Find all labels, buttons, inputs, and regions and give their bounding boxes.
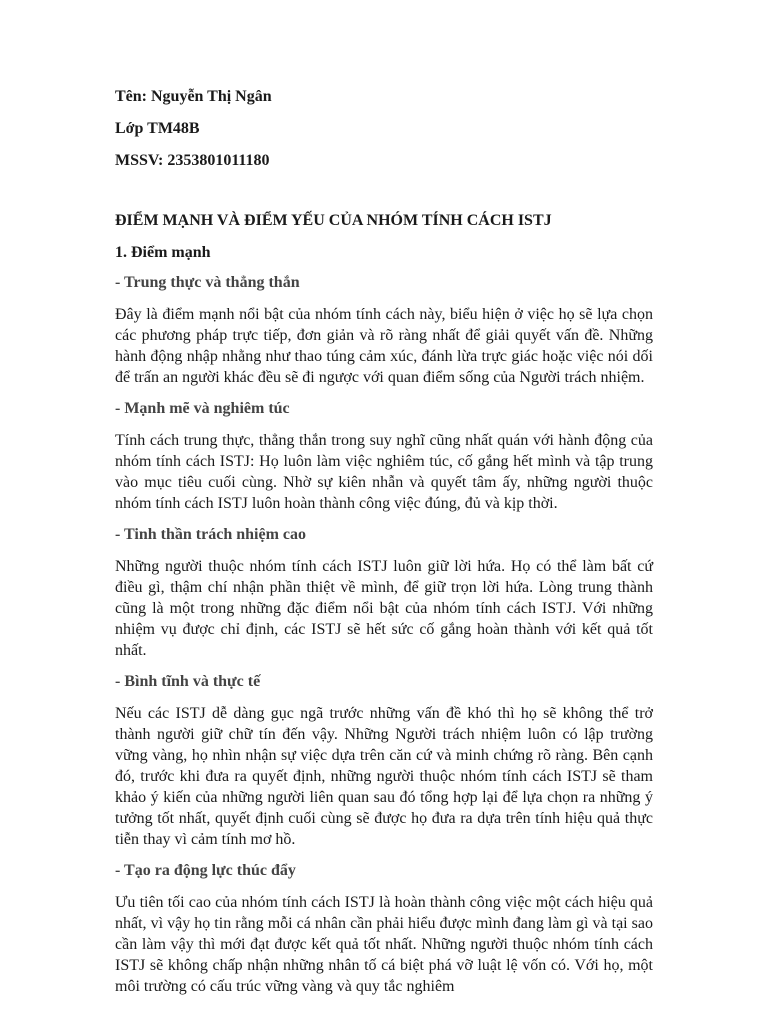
student-id: MSSV: 2353801011180 — [115, 152, 270, 169]
strength-title-1: - Trung thực và thẳng thắn — [115, 274, 300, 291]
strength-title-3: - Tinh thần trách nhiệm cao — [115, 526, 306, 543]
strength-paragraph-3: Những người thuộc nhóm tính cách ISTJ luôn giữ lời hứa. Họ có thể làm bất cứ điều gì, thậm chí nhận phần thiệt về mình, để giữ trọn lời hứa. Lòng trung thành cũng là một trong những đặc điểm nổi bật của nhóm tính cách ISTJ. Với những nhiệm vụ được chỉ định, các ISTJ sẽ hết sức cố gắng hoàn thành với kết quả tốt nhất. — [115, 558, 653, 659]
student-name: Tên: Nguyễn Thị Ngân — [115, 88, 272, 105]
strength-paragraph-2: Tính cách trung thực, thẳng thắn trong suy nghĩ cũng nhất quán với hành động của nhóm tính cách ISTJ: Họ luôn làm việc nghiêm túc, cố gắng hết mình và tập trung vào mục tiêu cuối cùng. Nhờ sự kiên nhẫn và quyết tâm ấy, những người thuộc nhóm tính cách ISTJ luôn hoàn thành công việc đúng, đủ và kịp thời. — [115, 432, 653, 512]
strength-title-2: - Mạnh mẽ và nghiêm túc — [115, 400, 290, 417]
strength-paragraph-4: Nếu các ISTJ dễ dàng gục ngã trước những vấn đề khó thì họ sẽ không thể trở thành người giữ chữ tín đến vậy. Những Người trách nhiệm luôn có lập trường vững vàng, họ nhìn nhận sự việc dựa trên căn cứ và minh chứng rõ ràng. Bên cạnh đó, trước khi đưa ra quyết định, những người thuộc nhóm tính cách ISTJ sẽ tham khảo ý kiến của những người liên quan sau đó tổng hợp lại để lựa chọn ra những ý tưởng tốt nhất, quyết định cuối cùng sẽ được họ đưa ra dựa trên tính hiệu quả thực tiễn thay vì cảm tính mơ hồ. — [115, 705, 653, 848]
student-class: Lớp TM48B — [115, 120, 200, 137]
strength-paragraph-1: Đây là điểm mạnh nổi bật của nhóm tính cách này, biểu hiện ở việc họ sẽ lựa chọn các phương pháp trực tiếp, đơn giản và rõ ràng nhất để giải quyết vấn đề. Những hành động nhập nhằng như thao túng cảm xúc, đánh lừa trực giác hoặc việc nói dối để trấn an người khác đều sẽ đi ngược với quan điểm sống của Người trách nhiệm. — [115, 306, 653, 386]
section-heading-strengths: 1. Điểm mạnh — [115, 244, 211, 261]
strength-title-4: - Bình tĩnh và thực tế — [115, 673, 261, 690]
document-title: ĐIỂM MẠNH VÀ ĐIỂM YẾU CỦA NHÓM TÍNH CÁCH ISTJ — [115, 212, 552, 229]
strength-title-5: - Tạo ra động lực thúc đẩy — [115, 862, 296, 879]
strength-paragraph-5: Ưu tiên tối cao của nhóm tính cách ISTJ là hoàn thành công việc một cách hiệu quả nhất, vì vậy họ tin rằng mỗi cá nhân cần phải hiểu được mình đang làm gì và tại sao cần làm vậy thì mới đạt được kết quả tốt nhất. Những người thuộc nhóm tính cách ISTJ sẽ không chấp nhận những nhân tố cá biệt phá vỡ luật lệ vốn có. Với họ, một môi trường có cấu trúc vững vàng và quy tắc nghiêm — [115, 894, 653, 995]
